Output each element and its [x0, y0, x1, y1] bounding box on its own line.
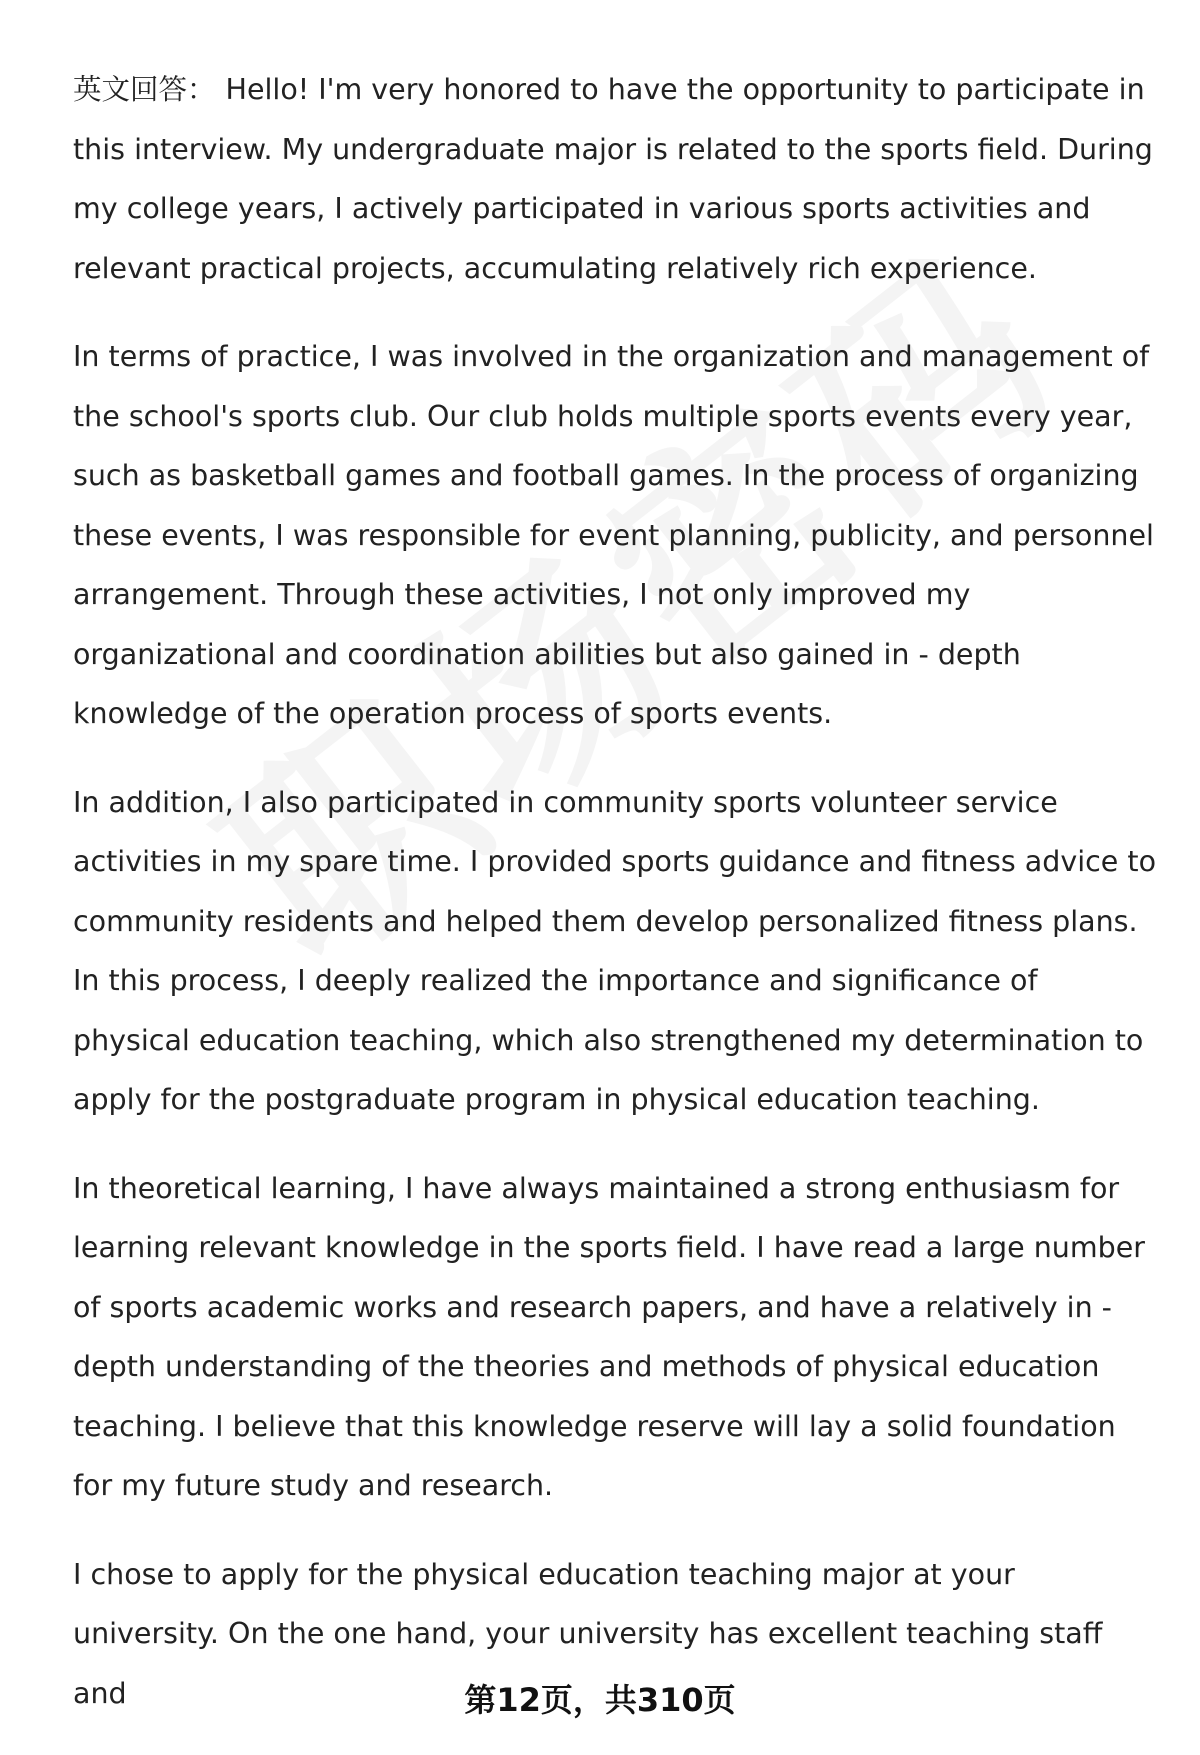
paragraph: In terms of practice, I was involved in the organization and management of the school's sports club. Our club holds multiple sports events every year, such as basketball games and football games. In the process of organizing these events, I was responsible for event planning, publicity, and personnel arrangement. Through these activities, I not only improved my organizational and coordination abilities but also gained in - depth knowledge of the operation process of sports events. [73, 340, 1154, 730]
page-number: 第12页，共310页 [464, 1681, 736, 1719]
paragraph: I chose to apply for the physical education teaching major at your university. On the one hand, your university has excellent teaching staff and [73, 1557, 1103, 1710]
paragraph-text: Hello! I'm very honored to have the opportunity to participate in this interview. My undergraduate major is related to the sports field. During my college years, I actively participated in various sports activities and relevant practical projects, accumulating relatively rich experience. [73, 73, 1153, 285]
paragraph: In theoretical learning, I have always maintained a strong enthusiasm for learning relevant knowledge in the sports field. I have read a large number of sports academic works and research papers, and have a relatively in - depth understanding of the theories and methods of physical education teaching. I believe that this knowledge reserve will lay a solid foundation for my future study and research. [73, 1171, 1145, 1502]
document-body [73, 60, 1163, 1752]
answer-label: 英文回答： [73, 73, 216, 106]
paragraph: In addition, I also participated in community sports volunteer service activities in my spare time. I provided sports guidance and fitness advice to community residents and helped them develop personalized fitness plans. In this process, I deeply realized the importance and significance of physical education teaching, which also strengthened my determination to apply for the postgraduate program in physical education teaching. [73, 785, 1157, 1116]
paragraph [73, 60, 1163, 298]
